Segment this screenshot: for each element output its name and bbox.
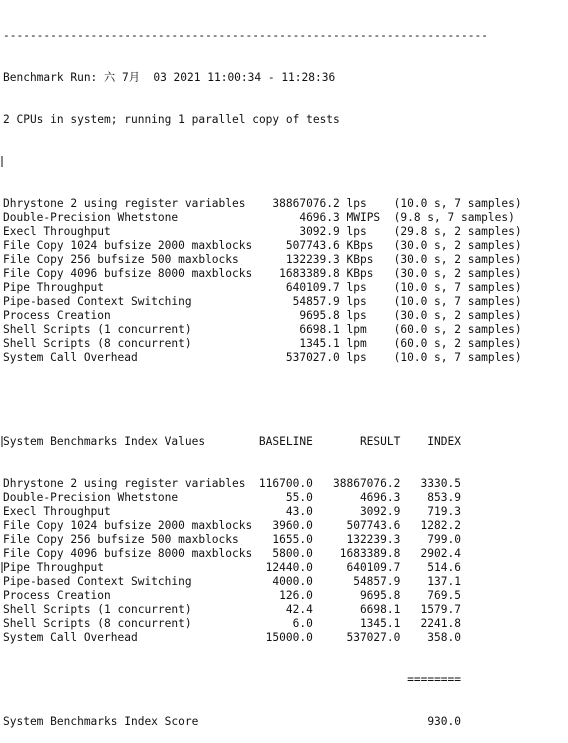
- index-row-index: 799.0: [427, 533, 461, 546]
- result-detail: (30.0 s, 2 samples): [393, 267, 522, 280]
- index-row-result: 507743.6: [346, 519, 401, 532]
- rule-row: [3, 673, 528, 687]
- result-unit: KBps: [346, 253, 374, 266]
- index-row-name: Process Creation: [3, 589, 111, 602]
- index-row-index: 3330.5: [420, 477, 461, 490]
- result-row: [3, 309, 528, 323]
- index-row: [3, 533, 528, 547]
- index-row: [3, 575, 528, 589]
- result-detail: (9.8 s, 7 samples): [393, 211, 515, 224]
- index-table-title: System Benchmarks Index Values: [3, 435, 206, 448]
- index-row-index: 719.3: [427, 505, 461, 518]
- index-row-baseline: 42.4: [285, 603, 313, 616]
- result-value: 54857.9: [292, 295, 340, 308]
- result-detail: (60.0 s, 2 samples): [393, 323, 522, 336]
- result-unit: lpm: [346, 337, 367, 350]
- col-result-header: RESULT: [359, 435, 401, 448]
- index-row: [3, 617, 528, 631]
- separator-line: ------------------------------------------------------------------------: [3, 29, 488, 42]
- index-row-name: System Call Overhead: [3, 631, 138, 644]
- index-row-result: 537027.0: [346, 631, 401, 644]
- index-row-baseline: 43.0: [285, 505, 313, 518]
- index-row-name: File Copy 1024 bufsize 2000 maxblocks: [3, 519, 253, 532]
- result-value: 4696.3: [299, 211, 340, 224]
- result-row: [3, 211, 528, 225]
- index-row-name: File Copy 4096 bufsize 8000 maxblocks: [3, 547, 253, 560]
- result-unit: lps: [346, 225, 367, 238]
- result-name: Pipe Throughput: [3, 281, 105, 294]
- index-row-index: 2902.4: [420, 547, 461, 560]
- index-row-baseline: 126.0: [279, 589, 313, 602]
- index-header-row: [3, 435, 528, 449]
- index-row-result: 640109.7: [346, 561, 401, 574]
- index-row-result: 54857.9: [353, 575, 401, 588]
- index-row-result: 3092.9: [359, 505, 401, 518]
- index-row-index: 769.5: [427, 589, 461, 602]
- index-row-name: Shell Scripts (8 concurrent): [3, 617, 192, 630]
- index-row-name: Pipe Throughput: [3, 561, 105, 574]
- index-row-index: 2241.8: [420, 617, 461, 630]
- index-row-baseline: 12440.0: [265, 561, 313, 574]
- index-row-result: 4696.3: [359, 491, 401, 504]
- result-value: 38867076.2: [272, 197, 340, 210]
- result-name: File Copy 4096 bufsize 8000 maxblocks: [3, 267, 253, 280]
- result-name: Double-Precision Whetstone: [3, 211, 179, 224]
- result-unit: lps: [346, 295, 367, 308]
- index-row-baseline: 15000.0: [265, 631, 313, 644]
- result-name: Shell Scripts (1 concurrent): [3, 323, 192, 336]
- index-row-index: 1282.2: [420, 519, 461, 532]
- result-value: 507743.6: [285, 239, 340, 252]
- index-row-name: Double-Precision Whetstone: [3, 491, 179, 504]
- benchmark-run-line: Benchmark Run: 六 7月 03 2021 11:00:34 - 11:28:36: [3, 71, 336, 84]
- index-row: [3, 603, 528, 617]
- result-unit: lps: [346, 197, 367, 210]
- score-label: System Benchmarks Index Score: [3, 715, 199, 728]
- index-row: [3, 491, 528, 505]
- result-detail: (29.8 s, 2 samples): [393, 225, 522, 238]
- result-detail: (10.0 s, 7 samples): [393, 281, 522, 294]
- index-row-index: 137.1: [427, 575, 461, 588]
- result-name: Dhrystone 2 using register variables: [3, 197, 246, 210]
- index-row: [3, 547, 528, 561]
- index-row-index: 514.6: [427, 561, 461, 574]
- result-value: 6698.1: [299, 323, 340, 336]
- result-detail: (30.0 s, 2 samples): [393, 253, 522, 266]
- index-row-name: File Copy 256 bufsize 500 maxblocks: [3, 533, 239, 546]
- index-row: [3, 589, 528, 603]
- result-name: Process Creation: [3, 309, 111, 322]
- result-row: [3, 267, 528, 281]
- index-row: [3, 505, 528, 519]
- index-table-rows: [3, 477, 528, 645]
- index-row-baseline: 6.0: [292, 617, 313, 630]
- index-row-baseline: 1655.0: [272, 533, 313, 546]
- result-row: [3, 197, 528, 211]
- results-list: [3, 197, 528, 365]
- result-row: [3, 239, 528, 253]
- index-row-baseline: 3960.0: [272, 519, 313, 532]
- result-row: [3, 281, 528, 295]
- index-row-result: 9695.8: [359, 589, 401, 602]
- index-row-index: 853.9: [427, 491, 461, 504]
- result-detail: (30.0 s, 2 samples): [393, 239, 522, 252]
- col-index-header: INDEX: [427, 435, 461, 448]
- result-unit: lps: [346, 351, 367, 364]
- col-baseline-header: BASELINE: [258, 435, 313, 448]
- result-row: [3, 323, 528, 337]
- index-row-baseline: 5800.0: [272, 547, 313, 560]
- result-unit: MWIPS: [346, 211, 381, 224]
- score-value: 930.0: [427, 715, 461, 728]
- index-row-result: 1683389.8: [339, 547, 401, 560]
- result-name: System Call Overhead: [3, 351, 138, 364]
- result-detail: (10.0 s, 7 samples): [393, 295, 522, 308]
- result-detail: (30.0 s, 2 samples): [393, 309, 522, 322]
- blank-line: [3, 393, 528, 407]
- index-row: [3, 561, 528, 575]
- result-value: 1345.1: [299, 337, 340, 350]
- score-rule: ========: [407, 673, 462, 686]
- index-row-index: 1579.7: [420, 603, 461, 616]
- result-name: File Copy 256 bufsize 500 maxblocks: [3, 253, 239, 266]
- text-cursor: [1, 156, 3, 167]
- terminal-output: [3, 1, 528, 743]
- result-value: 537027.0: [285, 351, 340, 364]
- index-row-name: Pipe-based Context Switching: [3, 575, 192, 588]
- result-value: 132239.3: [285, 253, 340, 266]
- index-row-result: 6698.1: [359, 603, 401, 616]
- index-row: [3, 519, 528, 533]
- index-row-baseline: 116700.0: [258, 477, 313, 490]
- index-row-result: 1345.1: [359, 617, 401, 630]
- cpu-info-line: 2 CPUs in system; running 1 parallel copy of tests: [3, 113, 340, 126]
- index-row: [3, 631, 528, 645]
- score-row: [3, 715, 528, 729]
- result-name: Shell Scripts (8 concurrent): [3, 337, 192, 350]
- result-row: [3, 337, 528, 351]
- index-row-result: 132239.3: [346, 533, 401, 546]
- result-value: 3092.9: [299, 225, 340, 238]
- result-unit: KBps: [346, 239, 374, 252]
- index-row-name: Shell Scripts (1 concurrent): [3, 603, 192, 616]
- result-row: [3, 295, 528, 309]
- result-name: Execl Throughput: [3, 225, 111, 238]
- result-value: 640109.7: [285, 281, 340, 294]
- cursor-line: [3, 155, 528, 169]
- index-row: [3, 477, 528, 491]
- index-row-name: Dhrystone 2 using register variables: [3, 477, 246, 490]
- result-value: 9695.8: [299, 309, 340, 322]
- result-row: [3, 225, 528, 239]
- result-name: File Copy 1024 bufsize 2000 maxblocks: [3, 239, 253, 252]
- index-row-baseline: 55.0: [285, 491, 313, 504]
- result-row: [3, 253, 528, 267]
- index-row-baseline: 4000.0: [272, 575, 313, 588]
- result-detail: (10.0 s, 7 samples): [393, 351, 522, 364]
- result-unit: KBps: [346, 267, 374, 280]
- result-unit: lps: [346, 309, 367, 322]
- result-detail: (10.0 s, 7 samples): [393, 197, 522, 210]
- result-row: [3, 351, 528, 365]
- result-detail: (60.0 s, 2 samples): [393, 337, 522, 350]
- index-row-index: 358.0: [427, 631, 461, 644]
- index-row-result: 38867076.2: [333, 477, 401, 490]
- result-unit: lps: [346, 281, 367, 294]
- result-unit: lpm: [346, 323, 367, 336]
- result-value: 1683389.8: [279, 267, 340, 280]
- result-name: Pipe-based Context Switching: [3, 295, 192, 308]
- index-row-name: Execl Throughput: [3, 505, 111, 518]
